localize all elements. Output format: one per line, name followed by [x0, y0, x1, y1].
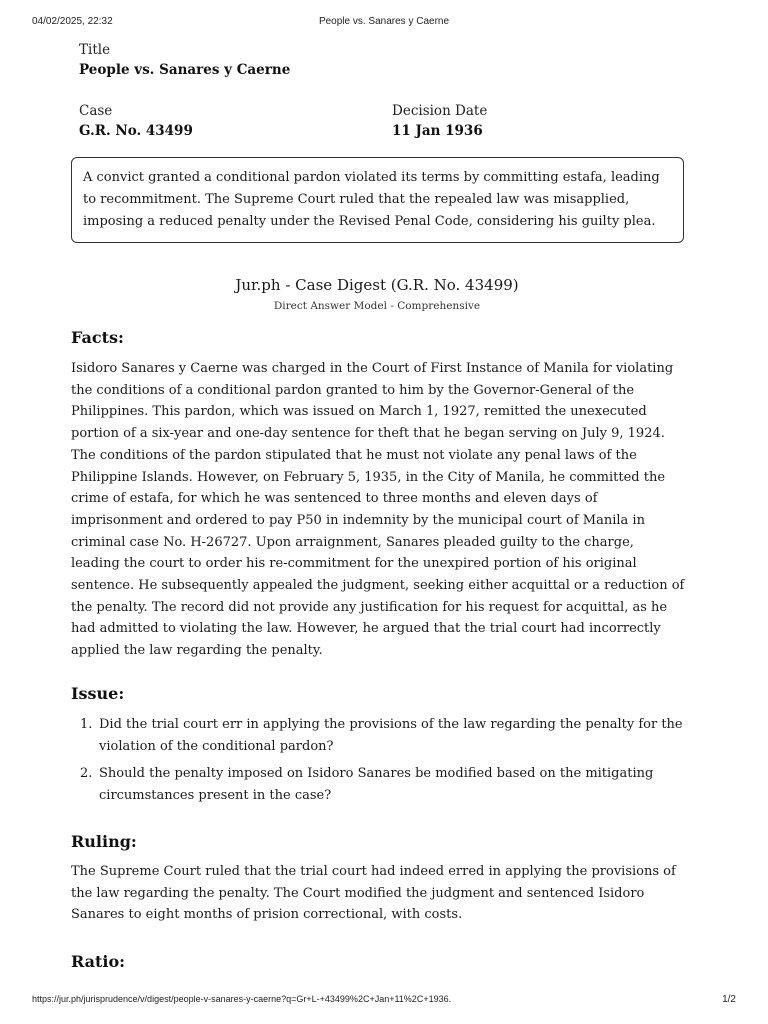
digest-subtitle: Direct Answer Model - Comprehensive: [273, 300, 481, 312]
title-value: People vs. Sanares y Caerne: [79, 62, 291, 78]
ruling-text: The Supreme Court ruled that the trial court had indeed erred in applying the provisions of the law regarding the penalty. The Court modified the judgment and sentenced Isidoro Sanares to eight months of prision correctional, with costs.: [71, 864, 676, 923]
issue-item: [71, 763, 685, 806]
print-url: https://jur.ph/jurisprudence/v/digest/people-v-sanares-y-caerne?q=Gr+L-+43499%2C+Jan+11%2C+1936.: [32, 994, 452, 1004]
ruling-heading: Ruling:: [71, 832, 137, 851]
issue-list: [71, 714, 685, 813]
print-header: [32, 16, 736, 30]
decision-date-value: 11 Jan 1936: [392, 123, 483, 139]
case-block: [79, 103, 193, 139]
title-block: [79, 42, 290, 78]
summary-box: A convict granted a conditional pardon violated its terms by committing estafa, leading to recommitment. The Supreme Court ruled that the repealed law was misapplied, imposing a reduced penalty under the Revised Penal Code, considering his guilty plea.: [71, 157, 684, 243]
issue-item-text: Did the trial court err in applying the provisions of the law regarding the penalty for the violation of the conditional pardon?: [99, 717, 683, 754]
page-number: 1/2: [722, 994, 736, 1005]
issue-heading: Issue:: [71, 684, 125, 703]
print-footer: [32, 994, 736, 1008]
decision-date-label: Decision Date: [392, 103, 488, 119]
ratio-heading: Ratio:: [71, 952, 126, 971]
issue-item-text: Should the penalty imposed on Isidoro Sanares be modified based on the mitigating circumstances present in the case?: [99, 766, 654, 804]
issue-item-number: 1.: [80, 717, 93, 732]
case-value: G.R. No. 43499: [79, 123, 193, 139]
case-label: Case: [79, 103, 113, 119]
digest-title: Jur.ph - Case Digest (G.R. No. 43499): [235, 276, 519, 294]
facts-text: Isidoro Sanares y Caerne was charged in the Court of First Instance of Manila for violating the conditions of a conditional pardon granted to him by the Governor-General of the Philippines. This pardon, which was issued on March 1, 1927, remitted the unexecuted portion of a six-year and one-day sentence for theft that he began serving on July 9, 1924. The conditions of the pardon stipulated that he must not violate any penal laws of the Philippine Islands. However, on February 5, 1935, in the City of Manila, he committed the crime of estafa, for which he was sentenced to three months and eleven days of imprisonment and ordered to pay P50 in indemnity by the municipal court of Manila in criminal case No. H-26727. Upon arraignment, Sanares pleaded guilty to the charge, leading the court to order his re-commitment for the unexpired portion of his original sentence. He subsequently appealed the judgment, seeking either acquittal or a reduction of the penalty. The record did not provide any justification for his request for acquittal, as he had admitted to violating the law. However, he argued that the trial court had incorrectly applied the law regarding the penalty.: [71, 361, 685, 659]
print-document-title: People vs. Sanares y Caerne: [318, 16, 450, 27]
issue-item: [71, 714, 685, 757]
issue-item-number: 2.: [80, 766, 93, 782]
print-timestamp: 04/02/2025, 22:32: [32, 16, 113, 27]
decision-date-block: [392, 103, 487, 139]
facts-heading: Facts:: [71, 328, 124, 347]
title-label: Title: [79, 42, 111, 58]
